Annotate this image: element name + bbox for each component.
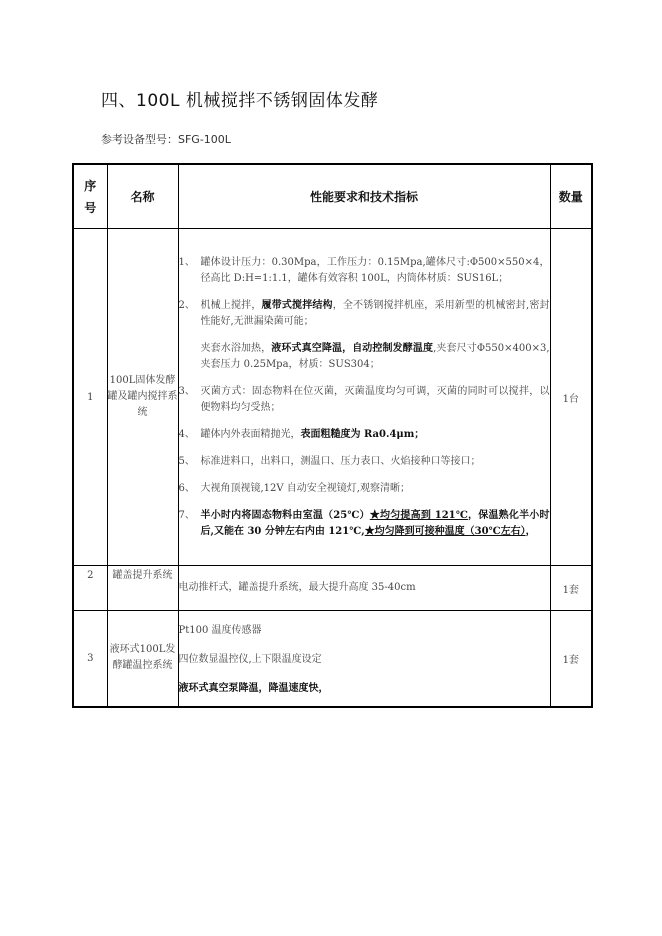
row-qty: 1套 xyxy=(550,611,592,707)
header-spec: 性能要求和技术指标 xyxy=(178,164,550,229)
table-row xyxy=(73,566,592,611)
spec-item: 6、 大视角顶视镜,12V 自动安全视镜灯,观察清晰； xyxy=(178,482,410,494)
spec-item: 2、 机械上搅拌，履带式搅拌结构，全不锈钢搅拌机座，采用新型的机械密封,密封性能好,无泄漏染菌可能； xyxy=(178,299,550,327)
row-name: 罐盖提升系统 xyxy=(107,566,178,611)
header-seq-line2: 号 xyxy=(84,200,97,215)
spec-item: 4、 罐体内外表面精抛光，表面粗糙度为 Ra0.4μm； xyxy=(178,428,425,440)
spec-table xyxy=(72,163,593,708)
row-qty: 1台 xyxy=(550,229,592,566)
header-name: 名称 xyxy=(107,164,178,229)
bold-text: 表面粗糙度为 Ra0.4μm； xyxy=(300,428,425,440)
header-seq xyxy=(73,164,107,229)
header-qty: 数量 xyxy=(550,164,592,229)
row-name: 液环式100L发酵罐温控系统 xyxy=(107,611,178,707)
table-row xyxy=(73,611,592,707)
spec-item: 夹套水浴加热，液环式真空降温，自动控制发酵温度,夹套尺寸Φ550×400×3,夹套压力 0.25Mpa，材质：SUS304； xyxy=(200,342,550,370)
bold-text: 液环式真空泵降温，降温速度快， xyxy=(178,683,329,695)
table-header-row xyxy=(73,164,592,229)
underlined-star-text: ★均匀提高到 121℃ xyxy=(369,509,469,521)
spec-item: 5、 标准进料口，出料口，测温口、压力表口、火焰接种口等接口； xyxy=(178,455,481,467)
spec-item: 1、 罐体设计压力：0.30Mpa，工作压力：0.15Mpa,罐体尺寸:Φ500×550×4，径高比 D:H=1:1.1，罐体有效容积 100L，内筒体材质：SUS16L； xyxy=(178,256,550,284)
spec-item: 3、 灭菌方式：固态物料在位灭菌，灭菌温度均匀可调，灭菌的同时可以搅拌，以便物料均匀受热； xyxy=(178,385,550,413)
underlined-star-text: ★均匀降到可接种温度（30℃左右） xyxy=(364,525,526,537)
row-qty: 1套 xyxy=(550,566,592,611)
row-spec xyxy=(178,229,550,566)
table-row xyxy=(73,229,592,566)
row-number: 1 xyxy=(73,229,107,566)
model-reference: 参考设备型号：SFG-100L xyxy=(101,133,231,146)
bold-text: 液环式真空降温，自动控制发酵温度 xyxy=(271,342,434,354)
row-number: 3 xyxy=(73,611,107,707)
document-title: 四、100L 机械搅拌不锈钢固体发酵 xyxy=(101,91,379,111)
row-spec: Pt100 温度传感器 四位数显温控仪,上下限温度设定 液环式真空泵降温，降温速度快， xyxy=(178,611,550,707)
header-seq-line1: 序 xyxy=(84,178,97,193)
row-spec: 电动推杆式，罐盖提升系统，最大提升高度 35-40cm xyxy=(178,566,550,611)
bold-text: 履带式搅拌结构 xyxy=(261,299,333,311)
row-number: 2 xyxy=(73,566,107,611)
spec-item: 7、 半小时内将固态物料由室温（25℃）★均匀提高到 121℃，保温熟化半小时后,又能在 30 分钟左右内由 121℃,★均匀降到可接种温度（30℃左右）， xyxy=(178,509,550,537)
row-name: 100L固体发酵罐及罐内搅拌系统 xyxy=(107,229,178,566)
